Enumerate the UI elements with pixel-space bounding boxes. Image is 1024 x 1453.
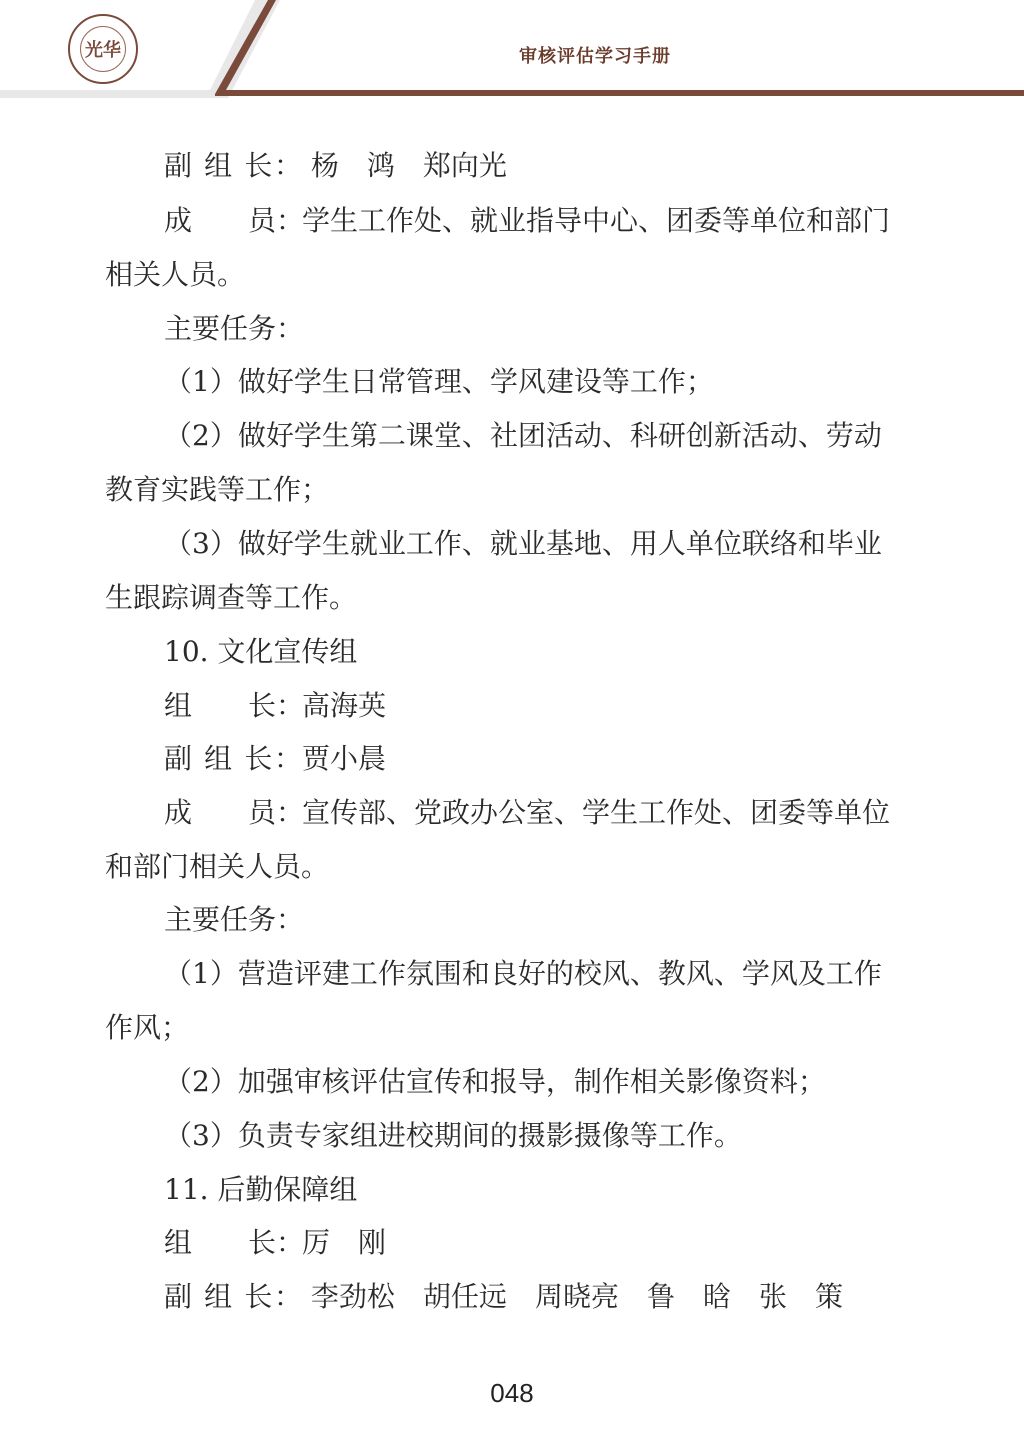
logo-emblem: 光华	[80, 26, 126, 72]
task-item: （3）做好学生就业工作、就业基地、用人单位联络和毕业	[164, 527, 882, 560]
members-line	[164, 795, 979, 831]
role-label: 副 组 长：	[164, 1280, 302, 1313]
person-name: 郑向光	[422, 149, 507, 182]
header-title: 审核评估学习手册	[519, 46, 671, 67]
names	[302, 149, 535, 182]
leader-line	[164, 1225, 979, 1261]
section-heading: 11. 后勤保障组	[164, 1173, 358, 1206]
role-label: 副 组 长：	[164, 149, 302, 182]
task-item: （2）加强审核评估宣传和报导，制作相关影像资料；	[164, 1065, 826, 1098]
vice-leader-line	[164, 148, 979, 184]
task-item: （1）营造评建工作氛围和良好的校风、教风、学风及工作	[164, 957, 882, 990]
person-name: 高海英	[302, 689, 387, 722]
person-name: 厉 刚	[302, 1226, 387, 1259]
paragraph-line: 教育实践等工作；	[105, 473, 330, 506]
role-label: 成 员：	[164, 204, 305, 237]
task-item: （1）做好学生日常管理、学风建设等工作；	[164, 365, 714, 398]
tasks-heading: 主要任务：	[164, 312, 305, 345]
task-item: （3）负责专家组进校期间的摄影摄像等工作。	[164, 1119, 742, 1152]
school-logo	[68, 14, 138, 84]
person-name: 张 策	[758, 1280, 843, 1313]
page-header	[0, 0, 1024, 100]
section-heading: 10. 文化宣传组	[164, 635, 358, 668]
paragraph-line: 和部门相关人员。	[105, 850, 330, 883]
vice-leader-line	[164, 741, 979, 777]
names	[302, 689, 414, 722]
names	[302, 1280, 871, 1313]
person-name: 鲁 晗	[646, 1280, 731, 1313]
role-label: 组 长：	[164, 689, 305, 722]
paragraph-line: 相关人员。	[105, 258, 246, 291]
person-name: 周晓亮	[534, 1280, 619, 1313]
members-line	[164, 203, 979, 239]
page-number: 048	[490, 1378, 534, 1408]
person-name: 贾小晨	[302, 742, 387, 775]
role-label: 组 长：	[164, 1226, 305, 1259]
role-label: 副 组 长：	[164, 742, 302, 775]
task-item: （2）做好学生第二课堂、社团活动、科研创新活动、劳动	[164, 419, 882, 452]
tasks-heading: 主要任务：	[164, 903, 305, 936]
names	[302, 742, 414, 775]
leader-line	[164, 688, 979, 724]
members-text: 宣传部、党政办公室、学生工作处、团委等单位	[302, 796, 891, 829]
paragraph-line: 作风；	[105, 1011, 190, 1044]
paragraph-line: 生跟踪调查等工作。	[105, 581, 358, 614]
person-name: 杨 鸿	[310, 149, 395, 182]
names	[302, 1226, 414, 1259]
vice-leader-line	[164, 1279, 979, 1315]
members-text: 学生工作处、就业指导中心、团委等单位和部门	[302, 204, 891, 237]
role-label: 成 员：	[164, 796, 305, 829]
person-name: 李劲松	[310, 1280, 395, 1313]
person-name: 胡任远	[422, 1280, 507, 1313]
